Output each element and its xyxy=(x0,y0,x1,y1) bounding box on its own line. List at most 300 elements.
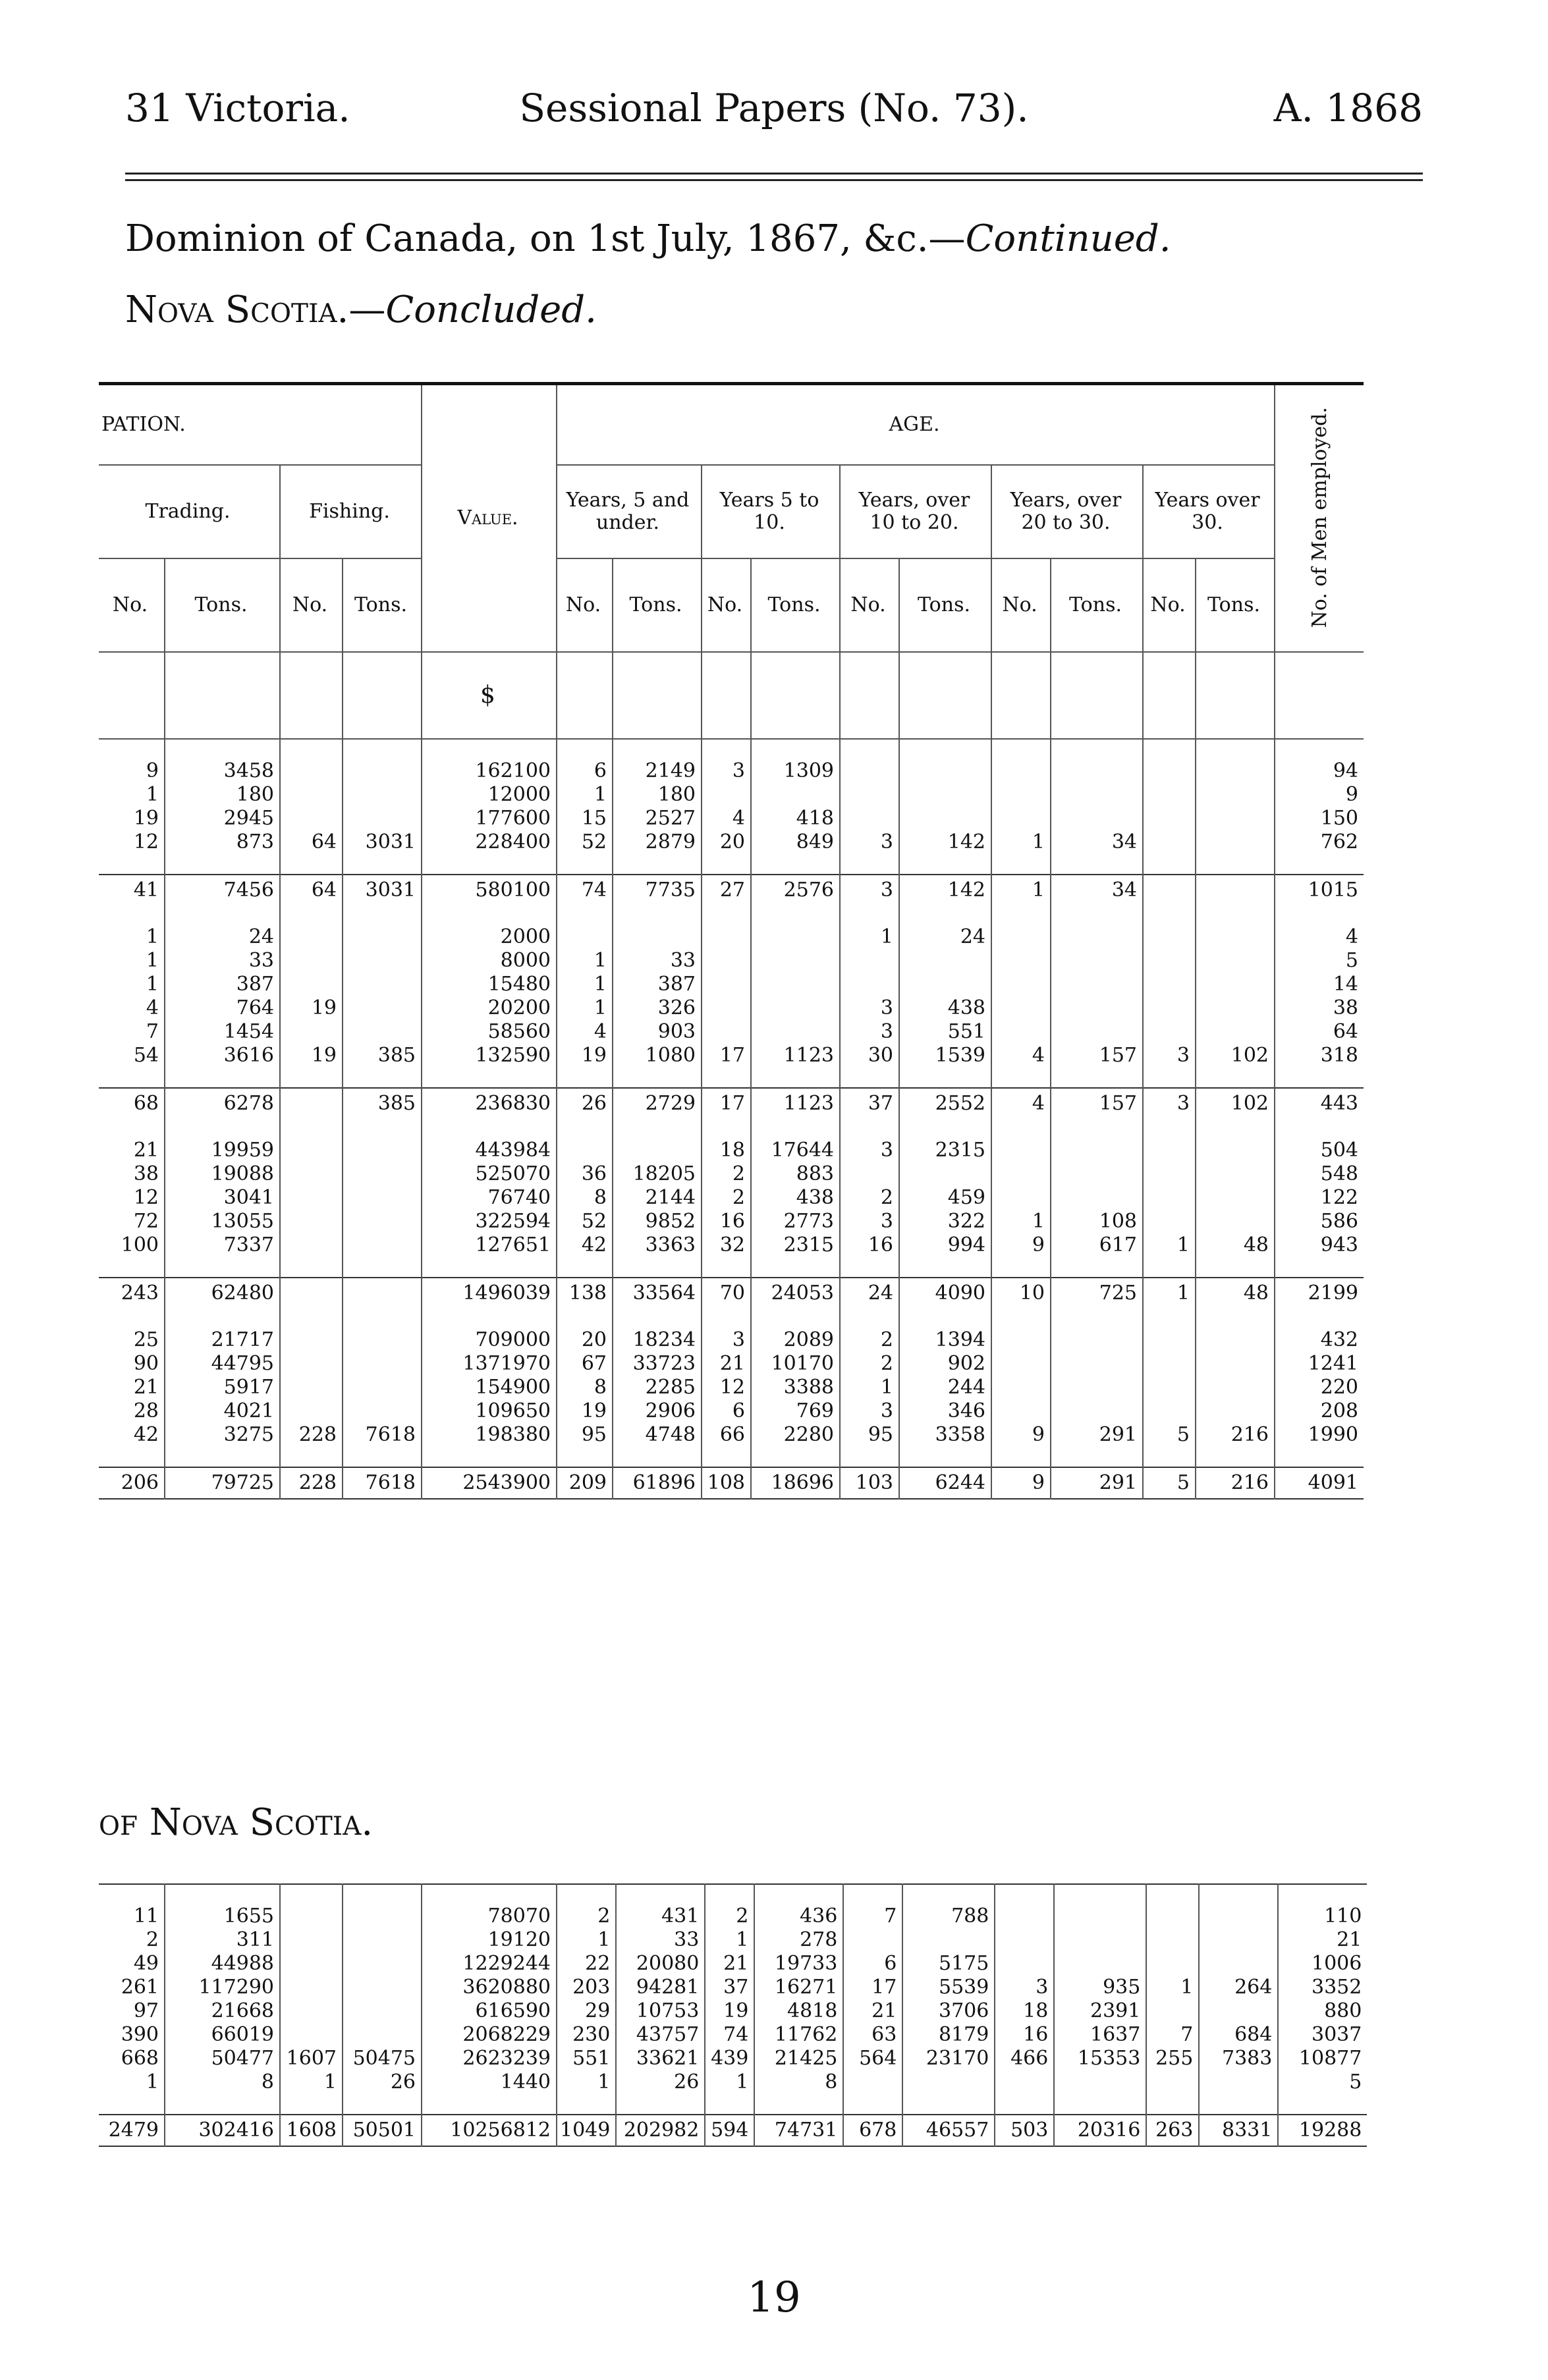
table-cell: 10877 xyxy=(1278,2047,1367,2070)
table-cell: 3031 xyxy=(343,830,422,875)
table-cell xyxy=(557,1119,613,1162)
table-cell: 1440 xyxy=(422,2070,557,2115)
table-cell: 10 xyxy=(991,1278,1051,1309)
table-cell: 1123 xyxy=(751,1088,840,1119)
table-cell: 3363 xyxy=(613,1233,702,1278)
table-cell: 21 xyxy=(702,1352,751,1376)
table-cell: 5539 xyxy=(902,1976,995,1999)
table-cell: 24 xyxy=(165,906,280,949)
table-cell xyxy=(343,1020,422,1044)
table-cell: 525070 xyxy=(422,1162,557,1186)
table-cell: 438 xyxy=(899,996,991,1020)
table-cell: 18205 xyxy=(613,1162,702,1186)
age-20-30-header: Years, over 20 to 30. xyxy=(991,465,1143,558)
table-cell: 459 xyxy=(899,1186,991,1210)
table-cell: 3 xyxy=(840,1020,899,1044)
table-cell: 4 xyxy=(557,1020,613,1044)
table-cell: 3 xyxy=(840,830,899,875)
table-cell: 26 xyxy=(557,1088,613,1119)
table-cell: 302416 xyxy=(165,2115,280,2146)
table-cell: 26 xyxy=(343,2070,422,2115)
table-cell: 2 xyxy=(840,1186,899,1210)
table-cell: 322 xyxy=(899,1210,991,1233)
table-cell xyxy=(280,1210,343,1233)
table-cell: 2391 xyxy=(1054,1999,1146,2023)
table-cell xyxy=(840,973,899,996)
year-label: A. 1868 xyxy=(1273,86,1423,130)
table-cell: 466 xyxy=(995,2047,1054,2070)
table-cell: 1496039 xyxy=(422,1278,557,1309)
table-cell xyxy=(1143,739,1196,783)
table-cell xyxy=(1143,906,1196,949)
table-cell: 132590 xyxy=(422,1044,557,1088)
table-cell: 16 xyxy=(840,1233,899,1278)
table-cell: 9852 xyxy=(613,1210,702,1233)
table-cell: 11 xyxy=(133,1905,159,1928)
table-cell: 122 xyxy=(1275,1186,1364,1210)
table-cell: 8 xyxy=(557,1376,613,1399)
table-cell: 12 xyxy=(133,830,159,853)
table-cell: 180 xyxy=(613,783,702,807)
table-cell: 7456 xyxy=(165,875,280,906)
table-cell: 228400 xyxy=(422,830,557,875)
table-cell: 36 xyxy=(557,1162,613,1186)
table-cell: 24 xyxy=(840,1278,899,1309)
table-cell: 12 xyxy=(133,1186,159,1209)
table-row xyxy=(99,973,1364,996)
table-cell: 1608 xyxy=(280,2115,343,2146)
section-heading: of Nova Scotia. xyxy=(99,1801,373,1844)
table-cell: 2068229 xyxy=(422,2023,557,2047)
table-cell: 18 xyxy=(702,1119,751,1162)
table-cell: 2945 xyxy=(165,807,280,830)
table-cell: 551 xyxy=(899,1020,991,1044)
table-cell: 43757 xyxy=(616,2023,705,2047)
table-cell xyxy=(343,949,422,973)
table-cell xyxy=(343,1162,422,1186)
table-cell: 25 xyxy=(133,1328,159,1351)
table-cell: 616590 xyxy=(422,1999,557,2023)
table-cell: 788 xyxy=(902,1884,995,1928)
table-cell xyxy=(613,906,702,949)
header-rule xyxy=(125,179,1423,181)
table-cell: 34 xyxy=(1051,875,1143,906)
table-row xyxy=(99,1210,1364,1233)
dollar-sign: $ xyxy=(422,652,557,739)
table-cell xyxy=(1143,783,1196,807)
table-cell: 5 xyxy=(1143,1423,1196,1467)
table-cell xyxy=(991,1162,1051,1186)
table-row xyxy=(99,1162,1364,1186)
age-col-tons-header: Tons. xyxy=(899,558,991,652)
table-cell: 2 xyxy=(702,1186,751,1210)
table-cell: 78070 xyxy=(422,1884,557,1928)
table-cell xyxy=(343,1976,422,1999)
table-cell xyxy=(1051,949,1143,973)
table-cell xyxy=(991,1309,1051,1352)
table-cell: 24053 xyxy=(751,1278,840,1309)
table-cell: 18696 xyxy=(751,1467,840,1499)
table-cell: 7 xyxy=(843,1884,902,1928)
table-cell: 76740 xyxy=(422,1186,557,1210)
table-cell: 1 xyxy=(991,875,1051,906)
table-cell xyxy=(343,1376,422,1399)
table-cell: 1309 xyxy=(751,739,840,783)
table-cell: 3620880 xyxy=(422,1976,557,1999)
table-cell: 4090 xyxy=(899,1278,991,1309)
table-cell xyxy=(280,1999,343,2023)
table-cell: 3275 xyxy=(165,1423,280,1467)
table-cell xyxy=(1143,1352,1196,1376)
table-cell: 180 xyxy=(165,783,280,807)
table-cell xyxy=(1196,783,1275,807)
table-cell: 439 xyxy=(705,2047,754,2070)
table-cell: 62480 xyxy=(165,1278,280,1309)
table-cell: 2144 xyxy=(613,1186,702,1210)
table-cell: 1655 xyxy=(165,1884,280,1928)
table-cell: 1006 xyxy=(1278,1952,1367,1976)
table-cell: 4 xyxy=(991,1044,1051,1088)
table-cell: 2315 xyxy=(899,1119,991,1162)
table-cell: 21 xyxy=(133,1139,159,1162)
age-header: AGE. xyxy=(557,384,1275,466)
table-cell: 1 xyxy=(705,1928,754,1952)
table-cell: 3 xyxy=(702,1309,751,1352)
table-cell: 8179 xyxy=(902,2023,995,2047)
table-cell: 6 xyxy=(557,739,613,783)
table-cell: 9 xyxy=(991,1423,1051,1467)
table-cell: 46557 xyxy=(902,2115,995,2146)
table-cell xyxy=(1143,1020,1196,1044)
table-cell: 19 xyxy=(133,807,159,830)
table-cell: 1 xyxy=(146,925,159,948)
table-cell: 1 xyxy=(1146,1976,1199,1999)
table-cell: 157 xyxy=(1051,1044,1143,1088)
table-cell xyxy=(280,949,343,973)
table-cell: 3 xyxy=(1143,1088,1196,1119)
table-cell: 436 xyxy=(754,1884,843,1928)
table-cell xyxy=(995,1928,1054,1952)
table-cell: 13055 xyxy=(165,1210,280,1233)
table-row xyxy=(99,1884,1367,1928)
table-cell: 142 xyxy=(899,875,991,906)
table-cell: 387 xyxy=(613,973,702,996)
table-cell: 261 xyxy=(121,1976,159,1999)
table-cell: 1 xyxy=(146,2070,159,2094)
table-cell: 443984 xyxy=(422,1119,557,1162)
table-cell: 1123 xyxy=(751,1044,840,1088)
table-cell xyxy=(1051,1119,1143,1162)
table-cell: 19288 xyxy=(1278,2115,1367,2146)
table-cell xyxy=(343,1352,422,1376)
table-cell xyxy=(1143,1309,1196,1352)
table-cell: 42 xyxy=(557,1233,613,1278)
table-cell xyxy=(280,1309,343,1352)
table-cell: 206 xyxy=(99,1467,165,1499)
table-cell xyxy=(991,1119,1051,1162)
table-cell: 1454 xyxy=(165,1020,280,1044)
table-cell xyxy=(557,906,613,949)
table-cell: 432 xyxy=(1275,1309,1364,1352)
table-cell: 2000 xyxy=(422,906,557,949)
table-cell xyxy=(1196,1399,1275,1423)
table-cell: 50475 xyxy=(343,2047,422,2070)
table-cell: 7 xyxy=(1146,2023,1199,2047)
table-cell xyxy=(280,1399,343,1423)
table-cell xyxy=(840,1162,899,1186)
table-cell: 10170 xyxy=(751,1352,840,1376)
table-cell: 8 xyxy=(754,2070,843,2115)
table-cell: 16271 xyxy=(754,1976,843,1999)
table-cell: 72 xyxy=(133,1210,159,1233)
table-cell: 7735 xyxy=(613,875,702,906)
table-cell: 1 xyxy=(557,949,613,973)
table-cell xyxy=(1199,1884,1278,1928)
table-cell xyxy=(899,1162,991,1186)
table-cell: 8 xyxy=(165,2070,280,2115)
table-cell: 8 xyxy=(557,1186,613,1210)
table-cell xyxy=(1196,739,1275,783)
table-cell: 2 xyxy=(840,1352,899,1376)
table-cell: 3 xyxy=(995,1976,1054,1999)
page-header xyxy=(125,86,1423,138)
table-cell xyxy=(280,1976,343,1999)
table-cell: 880 xyxy=(1278,1999,1367,2023)
table-cell: 19 xyxy=(557,1399,613,1423)
table-cell: 66019 xyxy=(165,2023,280,2047)
table-cell: 230 xyxy=(557,2023,616,2047)
trading-tons-header: Tons. xyxy=(165,558,280,652)
table-cell: 20 xyxy=(557,1309,613,1352)
age-col-tons-header: Tons. xyxy=(751,558,840,652)
table-cell: 6278 xyxy=(165,1088,280,1119)
table-cell xyxy=(280,1884,343,1928)
table-cell xyxy=(280,1119,343,1162)
table-cell xyxy=(1051,739,1143,783)
table-cell: 418 xyxy=(751,807,840,830)
table-cell: 3031 xyxy=(343,875,422,906)
table-cell xyxy=(613,1119,702,1162)
table-cell: 443 xyxy=(1275,1088,1364,1119)
table-cell: 27 xyxy=(702,875,751,906)
age-col-tons-header: Tons. xyxy=(613,558,702,652)
table-cell: 873 xyxy=(165,830,280,875)
table-cell xyxy=(995,1884,1054,1928)
table-cell: 20 xyxy=(702,830,751,875)
table-cell: 20080 xyxy=(616,1952,705,1976)
table-cell: 10753 xyxy=(616,1999,705,2023)
table-cell: 291 xyxy=(1051,1423,1143,1467)
table-cell: 9 xyxy=(991,1467,1051,1499)
table-cell: 1 xyxy=(705,2070,754,2115)
table-cell: 580100 xyxy=(422,875,557,906)
table-cell: 110 xyxy=(1278,1884,1367,1928)
table-cell xyxy=(280,807,343,830)
table-cell: 2552 xyxy=(899,1088,991,1119)
table-cell: 19 xyxy=(705,1999,754,2023)
table-cell xyxy=(343,996,422,1020)
table-cell xyxy=(1051,1020,1143,1044)
table-cell: 21 xyxy=(133,1376,159,1399)
table-cell xyxy=(991,906,1051,949)
table-cell: 903 xyxy=(613,1020,702,1044)
table-cell: 15 xyxy=(557,807,613,830)
table-cell: 2 xyxy=(557,1884,616,1928)
table-cell: 1394 xyxy=(899,1309,991,1352)
table-cell xyxy=(280,1928,343,1952)
table-cell: 74 xyxy=(705,2023,754,2047)
fishing-tons-header: Tons. xyxy=(343,558,422,652)
table-cell: 102 xyxy=(1196,1044,1275,1088)
table-cell: 64 xyxy=(280,830,343,875)
table-cell: 7 xyxy=(146,1020,159,1043)
table-cell: 9 xyxy=(146,759,159,782)
trading-header: Trading. xyxy=(99,465,280,558)
table-cell xyxy=(991,1186,1051,1210)
table-cell xyxy=(1143,830,1196,875)
table-cell xyxy=(1146,1884,1199,1928)
table-cell: 1607 xyxy=(280,2047,343,2070)
table-cell: 21 xyxy=(1278,1928,1367,1952)
table-cell: 1080 xyxy=(613,1044,702,1088)
table-cell xyxy=(343,1399,422,1423)
table-cell xyxy=(902,2070,995,2115)
table-cell: 3037 xyxy=(1278,2023,1367,2047)
table-cell xyxy=(995,1952,1054,1976)
table-cell: 2 xyxy=(702,1162,751,1186)
table-cell: 322594 xyxy=(422,1210,557,1233)
table-cell xyxy=(1051,973,1143,996)
table-cell: 19 xyxy=(280,1044,343,1088)
table-cell xyxy=(343,1309,422,1352)
table-cell: 385 xyxy=(343,1044,422,1088)
table-cell: 15480 xyxy=(422,973,557,996)
total-row xyxy=(99,1467,1364,1499)
table-row xyxy=(99,1976,1367,1999)
table-cell: 108 xyxy=(702,1467,751,1499)
table-cell: 12 xyxy=(702,1376,751,1399)
table-row xyxy=(99,807,1364,830)
table-cell: 33 xyxy=(165,949,280,973)
table-cell xyxy=(1196,973,1275,996)
table-cell xyxy=(343,807,422,830)
table-row xyxy=(99,1928,1367,1952)
table-cell xyxy=(1051,996,1143,1020)
table-cell: 1 xyxy=(146,973,159,996)
table-cell: 3 xyxy=(840,996,899,1020)
table-cell xyxy=(1146,2070,1199,2115)
total-row xyxy=(99,1088,1364,1119)
table-cell xyxy=(343,1210,422,1233)
table-cell: 74 xyxy=(557,875,613,906)
table-cell: 255 xyxy=(1146,2047,1199,2070)
table-cell: 1049 xyxy=(557,2115,616,2146)
table-cell: 228 xyxy=(280,1423,343,1467)
table-cell: 3 xyxy=(840,1210,899,1233)
table-cell: 19088 xyxy=(165,1162,280,1186)
table-cell: 20200 xyxy=(422,996,557,1020)
table-cell: 17644 xyxy=(751,1119,840,1162)
table-cell: 3 xyxy=(840,1119,899,1162)
table-cell: 849 xyxy=(751,830,840,875)
table-cell: 668 xyxy=(121,2047,159,2070)
table-cell: 4748 xyxy=(613,1423,702,1467)
table-cell: 48 xyxy=(1196,1278,1275,1309)
table-cell: 19 xyxy=(557,1044,613,1088)
table-cell: 16 xyxy=(995,2023,1054,2047)
table-cell: 33 xyxy=(613,949,702,973)
table-cell xyxy=(1051,783,1143,807)
table-cell: 1 xyxy=(991,830,1051,875)
table-cell xyxy=(991,1399,1051,1423)
table-cell: 1 xyxy=(557,1928,616,1952)
table-cell: 3458 xyxy=(165,739,280,783)
table-cell: 2 xyxy=(705,1884,754,1928)
table-cell: 54 xyxy=(133,1044,159,1067)
table-cell xyxy=(991,807,1051,830)
table-cell xyxy=(1051,1352,1143,1376)
table-cell xyxy=(1051,1162,1143,1186)
table-cell: 17 xyxy=(702,1044,751,1088)
table-cell: 1229244 xyxy=(422,1952,557,1976)
table-cell: 318 xyxy=(1275,1044,1364,1088)
table-cell: 94 xyxy=(1275,739,1364,783)
table-cell xyxy=(343,1233,422,1278)
table-cell: 44988 xyxy=(165,1952,280,1976)
table-cell xyxy=(280,973,343,996)
table-cell: 8000 xyxy=(422,949,557,973)
table-cell xyxy=(343,1278,422,1309)
table-cell xyxy=(751,996,840,1020)
table-cell: 216 xyxy=(1196,1467,1275,1499)
table-cell xyxy=(280,906,343,949)
age-col-no-header: No. xyxy=(1143,558,1196,652)
table-cell: 216 xyxy=(1196,1423,1275,1467)
age-col-tons-header: Tons. xyxy=(1051,558,1143,652)
table-cell: 68 xyxy=(99,1088,165,1119)
table-cell xyxy=(343,1999,422,2023)
table-cell xyxy=(1196,830,1275,875)
table-cell: 2089 xyxy=(751,1309,840,1352)
table-cell xyxy=(1054,1884,1146,1928)
table-cell xyxy=(1143,1210,1196,1233)
table-cell xyxy=(902,1928,995,1952)
table-cell: 2149 xyxy=(613,739,702,783)
value-header: Value. xyxy=(422,384,557,653)
table-cell xyxy=(843,2070,902,2115)
table-cell: 4091 xyxy=(1275,1467,1364,1499)
table-cell xyxy=(702,973,751,996)
age-col-no-header: No. xyxy=(991,558,1051,652)
table-cell: 10256812 xyxy=(422,2115,557,2146)
table-cell: 709000 xyxy=(422,1309,557,1352)
table-cell xyxy=(1196,949,1275,973)
table-heading: Dominion of Canada, on 1st July, 1867, &c.—Continued. xyxy=(125,217,1171,260)
table-cell: 5917 xyxy=(165,1376,280,1399)
table-cell: 18234 xyxy=(613,1309,702,1352)
table-cell xyxy=(280,783,343,807)
table-cell: 1637 xyxy=(1054,2023,1146,2047)
table-cell: 684 xyxy=(1199,2023,1278,2047)
table-cell: 49 xyxy=(133,1952,159,1975)
table-cell: 762 xyxy=(1275,830,1364,875)
table-cell: 38 xyxy=(133,1162,159,1185)
table-cell: 67 xyxy=(557,1352,613,1376)
age-col-no-header: No. xyxy=(840,558,899,652)
table-cell: 6 xyxy=(702,1399,751,1423)
table-cell: 154900 xyxy=(422,1376,557,1399)
table-cell xyxy=(1051,1399,1143,1423)
